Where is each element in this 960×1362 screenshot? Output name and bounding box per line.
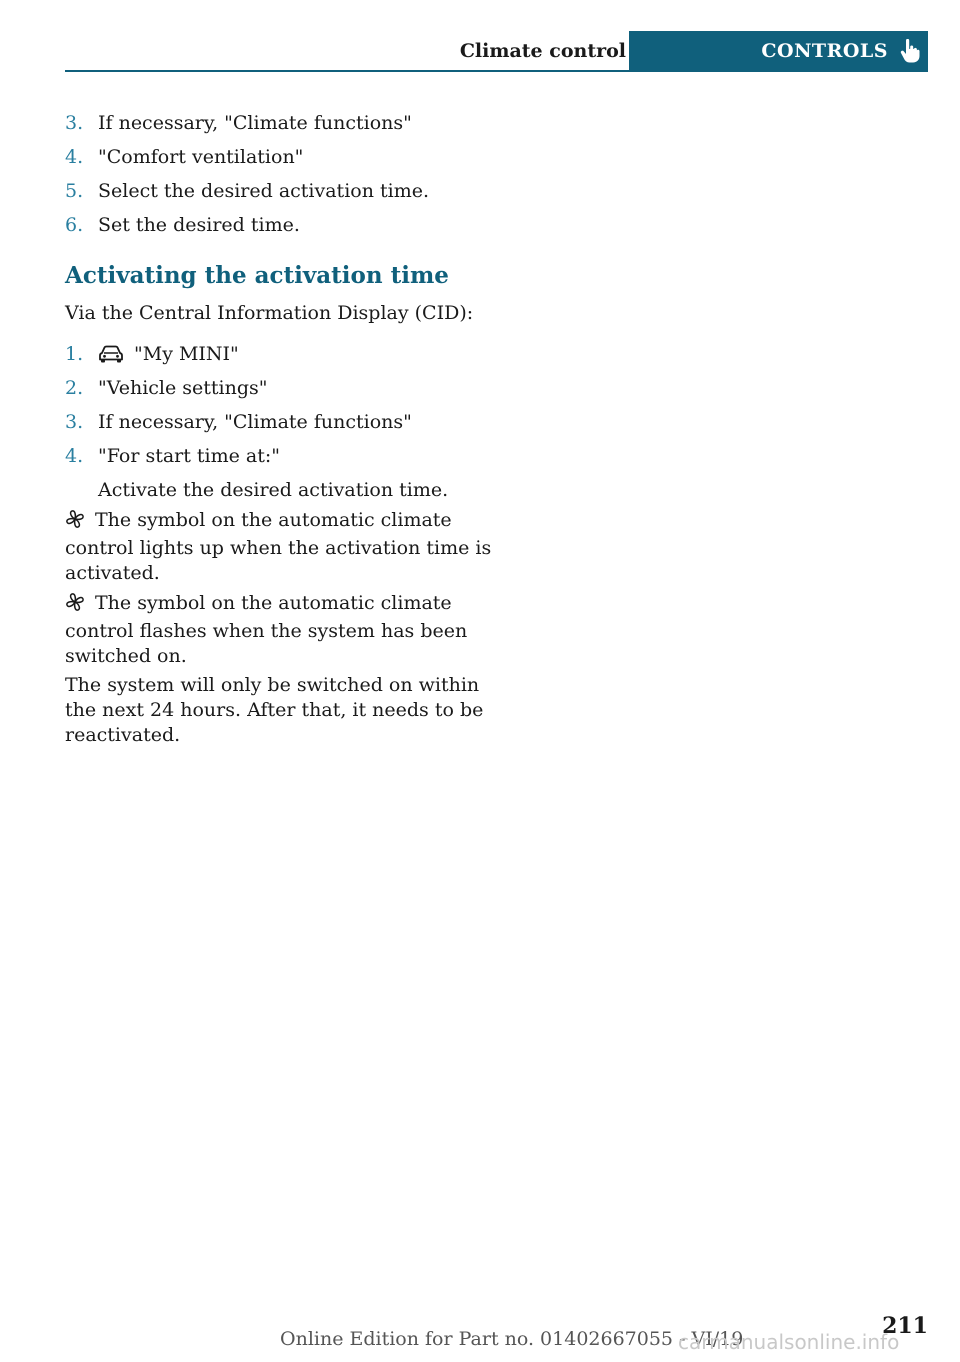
paragraph-text: The system will only be switched on within (65, 674, 480, 696)
paragraph-line (65, 591, 495, 619)
list-item-subtext: Activate the desired activation time. (98, 479, 449, 501)
paragraph-text: reactivated. (65, 724, 181, 746)
paragraph-note (65, 673, 495, 748)
list-item-text: Select the desired activation time. (98, 180, 429, 202)
header-rule (65, 70, 928, 72)
page-number: 211 (882, 1313, 928, 1339)
list-item-text-wrap (98, 341, 239, 371)
list-item-number: 4. (65, 445, 84, 467)
list-item-text: "Vehicle settings" (98, 377, 268, 399)
paragraph-text: the next 24 hours. After that, it needs to be (65, 699, 484, 721)
list-item-number: 6. (65, 214, 84, 236)
paragraph-line (65, 508, 495, 536)
list-item-number: 2. (65, 377, 84, 399)
steps-list-continued (65, 110, 495, 246)
paragraph-text: control lights up when the activation time is (65, 537, 492, 559)
section-heading: Activating the activation time (65, 262, 449, 289)
list-item (65, 144, 495, 178)
fan-icon (65, 592, 85, 619)
paragraph-symbol-lights-up (65, 508, 495, 586)
list-item (65, 443, 495, 477)
fan-icon (65, 509, 85, 536)
list-item (65, 110, 495, 144)
list-item-number: 3. (65, 411, 84, 433)
header-chapter-tab (629, 31, 928, 71)
list-item (65, 409, 495, 443)
car-icon (98, 344, 124, 371)
list-item (65, 178, 495, 212)
list-item-number: 5. (65, 180, 84, 202)
list-item-number: 3. (65, 112, 84, 134)
paragraph-text: The symbol on the automatic climate (95, 592, 452, 614)
list-item-text: "For start time at:" (98, 445, 281, 467)
steps-list (65, 341, 495, 511)
list-item-text: If necessary, "Climate functions" (98, 112, 412, 134)
paragraph-text: switched on. (65, 645, 187, 667)
list-item-number: 4. (65, 146, 84, 168)
paragraph-text: control flashes when the system has been (65, 620, 468, 642)
header-section-title: Climate control (459, 40, 626, 62)
header-chapter-label: CONTROLS (761, 40, 888, 62)
list-item (65, 212, 495, 246)
list-item-text: Set the desired time. (98, 214, 300, 236)
watermark-text: carmanualsonline.info (678, 1330, 900, 1354)
section-intro: Via the Central Information Display (CID): (65, 302, 474, 324)
list-item (65, 375, 495, 409)
paragraph-text: The symbol on the automatic climate (95, 509, 452, 531)
paragraph-text: activated. (65, 562, 160, 584)
list-item-text: "My MINI" (134, 343, 239, 365)
hand-pointer-icon (900, 39, 920, 63)
list-item-text: "Comfort ventilation" (98, 146, 304, 168)
list-item-number: 1. (65, 343, 84, 365)
paragraph-symbol-flashes (65, 591, 495, 669)
list-item (65, 341, 495, 375)
list-item-text: If necessary, "Climate functions" (98, 411, 412, 433)
footer-edition: Online Edition for Part no. 01402667055 - VI/19 (280, 1328, 744, 1350)
